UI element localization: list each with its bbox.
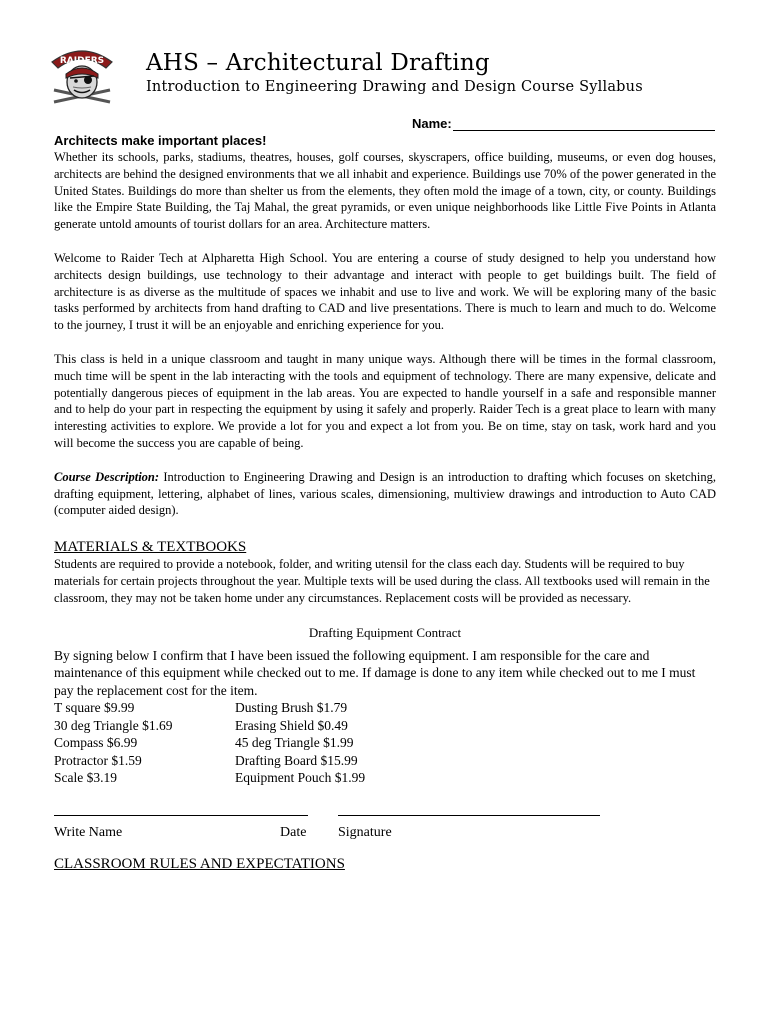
equipment-list [54,699,716,787]
signature-label: Signature [338,824,392,840]
equipment-item: Equipment Pouch $1.99 [235,770,366,786]
equipment-item: Protractor $1.59 [54,752,142,768]
rules-heading: CLASSROOM RULES AND EXPECTATIONS [54,855,345,872]
intro-paragraph-1: Whether its schools, parks, stadiums, theatres, houses, golf courses, skyscrapers, office building, museums, or even dog houses, architects are behind the designed environments that we all inhabit and experience. Buildings use 70% of the power generated in the United States. Buildings do more than shelter us from the elements, they often mold the image of a town, city, or county. Buildings like the Empire State Building, the Taj Mahal, the great pyramids, or even unique neighborhoods like Little Five Points in Atlanta generate untold amounts of tourist dollars for an area. Architecture matters. [54,150,716,232]
syllabus-body [54,132,716,873]
page-subtitle: Introduction to Engineering Drawing and Design Course Syllabus [146,79,643,95]
signature-line[interactable] [338,815,600,816]
materials-text: Students are required to provide a notebook, folder, and writing utensil for the class each day. Students will be required to buy materials for certain projects throughout the year. Multiple texts will be used during the class. All textbooks used will remain in the classroom, they may not be taken home under any circumstances. Replacement costs will be provided as necessary. [54,557,710,605]
equipment-item: 30 deg Triangle $1.69 [54,717,173,733]
contract-text: By signing below I confirm that I have been issued the following equipment. I am responsible for the care and maintenance of this equipment while checked out to me. If damage is done to any item while checked out to me I must pay the replacement cost for the item. [54,647,696,698]
name-blank-line[interactable] [453,117,715,131]
contract-title: Drafting Equipment Contract [308,624,462,640]
page-title: AHS – Architectural Drafting [146,50,490,76]
equipment-item: Scale $3.19 [54,770,117,786]
write-name-line[interactable] [54,815,308,816]
date-label: Date [280,824,307,840]
equipment-item: Erasing Shield $0.49 [235,717,348,733]
logo-lettering: RAIDERS [59,56,105,66]
equipment-item: 45 deg Triangle $1.99 [235,735,354,751]
equipment-item: Compass $6.99 [54,735,138,751]
name-field[interactable] [412,116,715,131]
write-name-label: Write Name [54,824,123,840]
course-description [54,469,716,519]
equipment-item: Drafting Board $15.99 [235,752,358,768]
intro-heading: Architects make important places! [54,133,267,148]
name-label: Name: [412,116,452,131]
course-description-text: Introduction to Engineering Drawing and Design is an introduction to drafting which focuses on sketching, drafting equipment, lettering, alphabet of lines, various scales, dimensioning, multiview drawings and introduction to Auto CAD (computer aided design). [54,469,717,518]
raiders-pirate-logo [46,38,118,110]
materials-heading: MATERIALS & TEXTBOOKS [54,539,247,556]
signature-block [54,805,716,855]
intro-paragraph-2: Welcome to Raider Tech at Alpharetta High School. You are entering a course of study designed to help you understand how architects design buildings, use technology to their advantage and interact with people to get buildings built. The field of architecture is as diverse as the multitude of spaces we inhabit and use to live and work. We will be exploring many of the basic tasks performed by architects from hand drafting to CAD and live presentations. There is much to learn and much to do. Welcome to the journey, I trust it will be an enjoyable and enriching experience for you. [54,250,716,333]
course-description-label: Course Description: [54,469,160,484]
intro-paragraph-3: This class is held in a unique classroom and taught in many unique ways. Although there will be times in the formal classroom, much time will be spent in the lab interacting with the tools and equipment of technology. There are many expensive, delicate and potentially dangerous pieces of equipment in the lab areas. You are expected to handle yourself in a safe and responsible manner and to help do your part in respecting the equipment by using it safely and properly. Raider Tech is a great place to learn with many interesting activities to explore. We provide a lot for you and expect a lot from you. Be on time, stay on task, work hard and you will become the success you are capable of being. [54,351,716,450]
equipment-item: T square $9.99 [54,700,135,716]
equipment-item: Dusting Brush $1.79 [235,700,348,716]
